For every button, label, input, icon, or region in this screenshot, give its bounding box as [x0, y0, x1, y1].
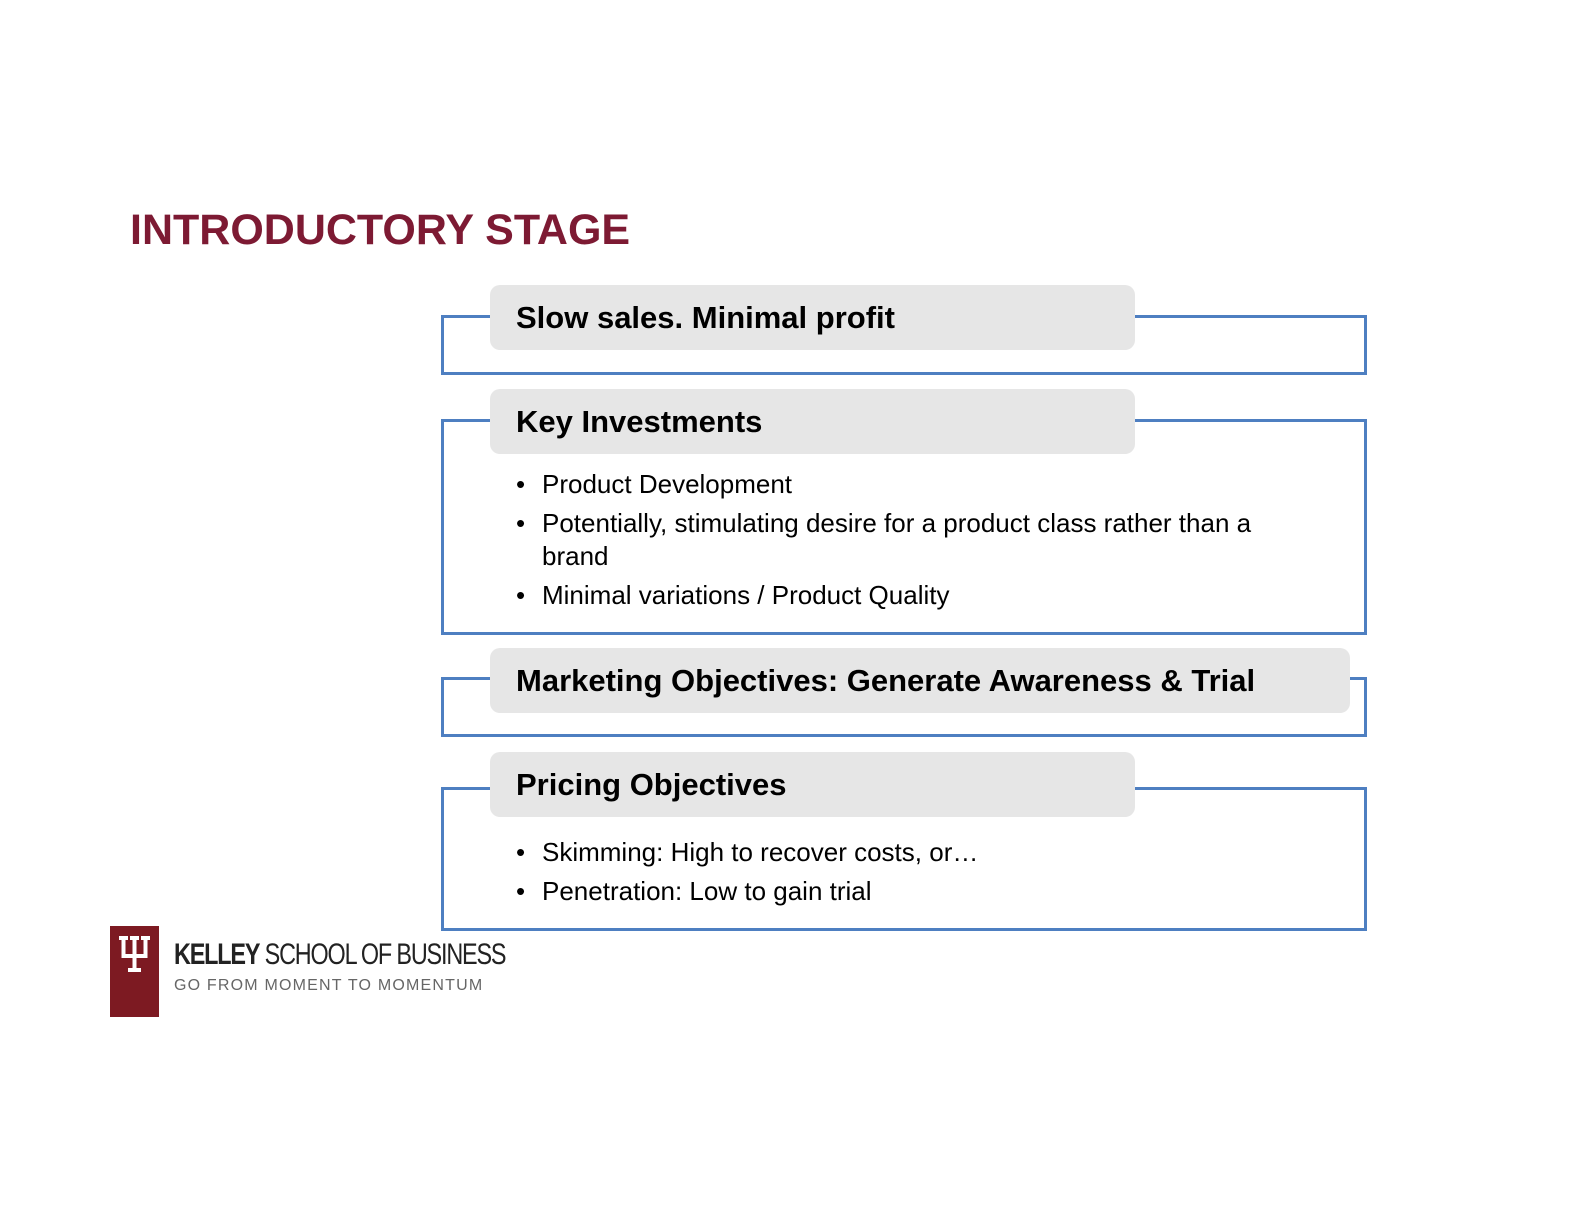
investments-list — [516, 468, 1306, 618]
slide-title: INTRODUCTORY STAGE — [130, 206, 631, 254]
school-name-rest: SCHOOL OF BUSINESS — [259, 938, 506, 971]
iu-trident-logo — [110, 926, 159, 1017]
trident-icon — [119, 936, 150, 972]
list-item: • Potentially, stimulating desire for a product class rather than a brand — [516, 507, 1306, 573]
pricing-heading: Pricing Objectives — [490, 752, 1135, 817]
marketing-heading: Marketing Objectives: Generate Awareness & Trial — [490, 648, 1350, 713]
list-item: • Penetration: Low to gain trial — [516, 875, 1306, 908]
list-item: • Skimming: High to recover costs, or… — [516, 836, 1306, 869]
pricing-list — [516, 836, 1306, 914]
list-item: • Product Development — [516, 468, 1306, 501]
investments-heading: Key Investments — [490, 389, 1135, 454]
school-name — [174, 938, 505, 972]
school-name-bold: KELLEY — [174, 938, 260, 971]
school-tagline: GO FROM MOMENT TO MOMENTUM — [174, 977, 484, 994]
list-item: • Minimal variations / Product Quality — [516, 579, 1306, 612]
sales-heading: Slow sales. Minimal profit — [490, 285, 1135, 350]
